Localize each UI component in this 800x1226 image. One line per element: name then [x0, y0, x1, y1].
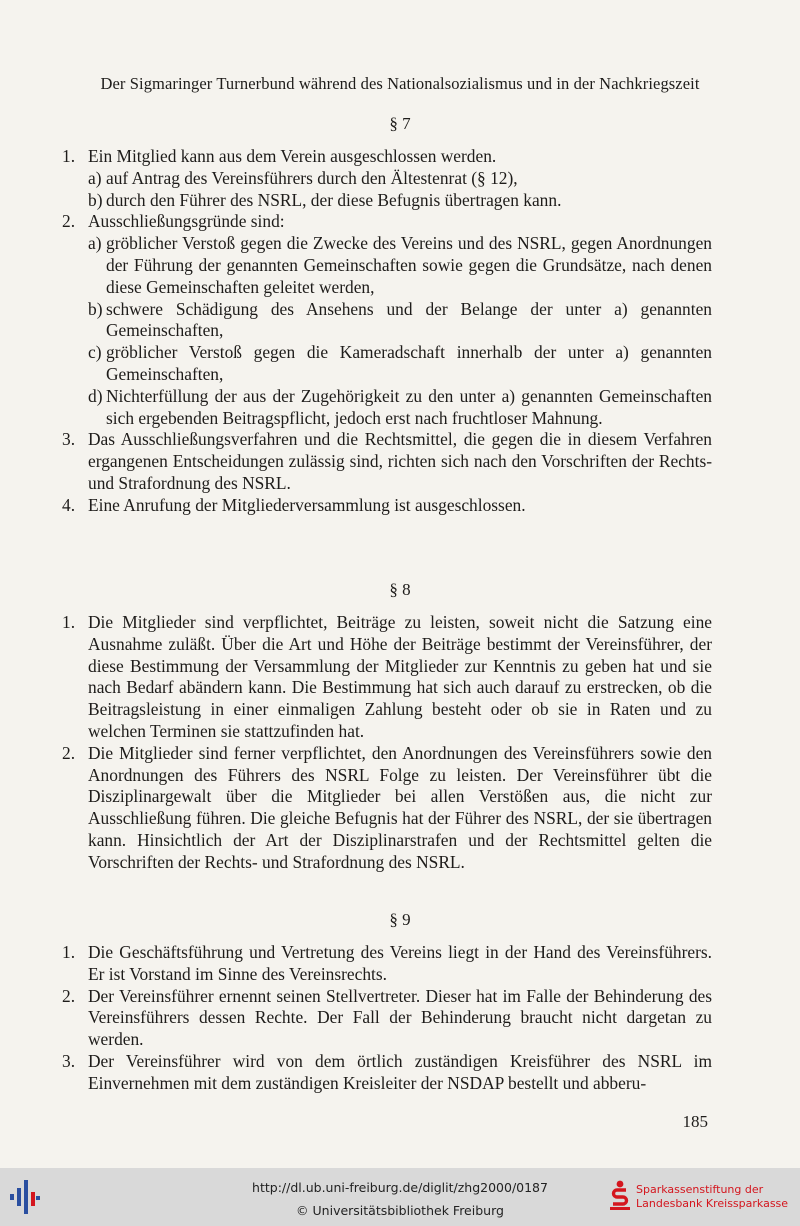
list-item [62, 146, 712, 168]
section-8-list [62, 612, 712, 874]
sponsor-line-1: Sparkassenstiftung der [636, 1183, 764, 1196]
sub-item [62, 190, 712, 212]
item-text: Die Geschäftsführung und Vertretung des Vereins liegt in der Hand des Vereinsführers. Er ist Vorstand im Sinne des Vereinsrechts. [88, 942, 712, 984]
sub-item [62, 342, 712, 386]
section-9-list [62, 942, 712, 1095]
sub-item [62, 168, 712, 190]
list-item [62, 612, 712, 743]
item-number: 2. [62, 985, 76, 1006]
item-text: Der Vereinsführer ernennt seinen Stellvertreter. Dieser hat im Falle der Behinderung des Vereinsführers dessen Rechte. Der Fall der Behinderung braucht nicht dargetan zu werden. [88, 985, 712, 1050]
item-text: Eine Anrufung der Mitgliederversammlung ist ausgeschlossen. [88, 494, 526, 515]
sponsor-line-2: Landesbank Kreissparkasse [636, 1197, 789, 1210]
copyright-text: © Universitätsbibliothek Freiburg [296, 1203, 504, 1218]
item-number: 3. [62, 429, 76, 450]
item-text: Ausschließungsgründe sind: [88, 211, 285, 232]
sub-item-letter: a) [88, 167, 102, 188]
sub-item-letter: c) [88, 342, 102, 363]
list-item [62, 743, 712, 874]
section-title-7: § 7 [389, 114, 411, 133]
item-number: 3. [62, 1050, 76, 1071]
sub-item-text: auf Antrag des Vereinsführers durch den Ältestenrat (§ 12), [106, 167, 518, 188]
running-header: Der Sigmaringer Turnerbund während des Nationalsozialismus und in der Nachkriegszeit [100, 74, 700, 93]
list-item [62, 942, 712, 986]
page-number: 185 [682, 1112, 708, 1131]
list-item [62, 1051, 712, 1095]
sub-item-text: gröblicher Verstoß gegen die Zwecke des Vereins und des NSRL, gegen Anordnungen der Führung der genannten Gemeinschaften sowie gegen die Grundsätze, nach denen diese Gemeinschaften geleitet werden, [106, 233, 712, 297]
sub-item-letter: d) [88, 385, 103, 406]
item-text: Die Mitglieder sind verpflichtet, Beiträge zu leisten, soweit nicht die Satzung eine Ausnahme zuläßt. Über die Art und Höhe der Beiträge bestimmt der Vereinsführer, der diese Bestimmung der Versammlung der Mitglieder zur Kenntnis zu geben hat und sie nach Bedarf abändern kann. Die Bestimmung hat sich auch darauf zu erstrecken, ob die Beitragsleistung in einer einmaligen Zahlung besteht oder ob sie in Raten und zu welchen Terminen sie stattzufinden hat. [88, 612, 712, 741]
section-title-9: § 9 [389, 910, 411, 929]
sub-item-text: schwere Schädigung des Ansehens und der Belange der unter a) genannten Gemeinschaften, [106, 298, 712, 341]
sub-item-letter: b) [88, 298, 103, 319]
source-url-link[interactable]: http://dl.ub.uni-freiburg.de/diglit/zhg2000/0187 [252, 1180, 548, 1195]
sub-item [62, 386, 712, 430]
item-text: Das Ausschließungsverfahren und die Rechtsmittel, die gegen die in diesem Verfahren ergangenen Entscheidungen zulässig sind, richten sich nach den Vorschriften der Rechts- und Strafordnung des NSRL. [88, 429, 712, 493]
sub-item-letter: b) [88, 189, 103, 210]
section-7-list [62, 146, 712, 517]
sponsor-text [636, 1183, 788, 1211]
list-item [62, 495, 712, 517]
item-number: 1. [62, 146, 76, 166]
sponsor-logo [610, 1180, 800, 1220]
footer-bar [0, 1168, 800, 1226]
item-text: Der Vereinsführer wird von dem örtlich zuständigen Kreisführer des NSRL im Einvernehmen mit dem zuständigen Kreisleiter der NSDAP bestellt und abberu- [88, 1050, 712, 1093]
sub-item-text: gröblicher Verstoß gegen die Kameradschaft innerhalb der unter a) genannten Gemeinschaften, [106, 342, 712, 384]
section-title-8: § 8 [389, 580, 411, 599]
item-number: 4. [62, 494, 76, 515]
sub-item-text: durch den Führer des NSRL, der diese Befugnis übertragen kann. [106, 189, 562, 210]
item-number: 1. [62, 612, 76, 632]
sub-item-letter: a) [88, 233, 102, 254]
item-number: 2. [62, 742, 76, 763]
item-number: 2. [62, 211, 76, 232]
item-text: Ein Mitglied kann aus dem Verein ausgeschlossen werden. [88, 146, 497, 166]
sparkasse-icon [610, 1180, 630, 1210]
sub-item [62, 233, 712, 298]
list-item [62, 429, 712, 494]
list-item [62, 211, 712, 233]
list-item [62, 986, 712, 1051]
sub-item [62, 299, 712, 343]
item-number: 1. [62, 942, 76, 962]
item-text: Die Mitglieder sind ferner verpflichtet, den Anordnungen des Vereinsführers sowie den Anordnungen des Führers des NSRL Folge zu leisten. Der Vereinsführer übt die Disziplinargewalt über die Mitglieder bei allen Verstößen aus, die nicht zur Ausschließung führen. Die gleiche Befugnis hat der Führer des NSRL, der sie übertragen kann. Hinsichtlich der Art der Disziplinarstrafen und der Rechtsmittel gelten die Vorschriften der Rechts- und Strafordnung des NSRL. [88, 742, 712, 872]
sub-item-text: Nichterfüllung der aus der Zugehörigkeit zu den unter a) genannten Gemeinschaften sich ergebenden Beitragspflicht, jedoch erst nach fruchtloser Mahnung. [106, 385, 712, 428]
